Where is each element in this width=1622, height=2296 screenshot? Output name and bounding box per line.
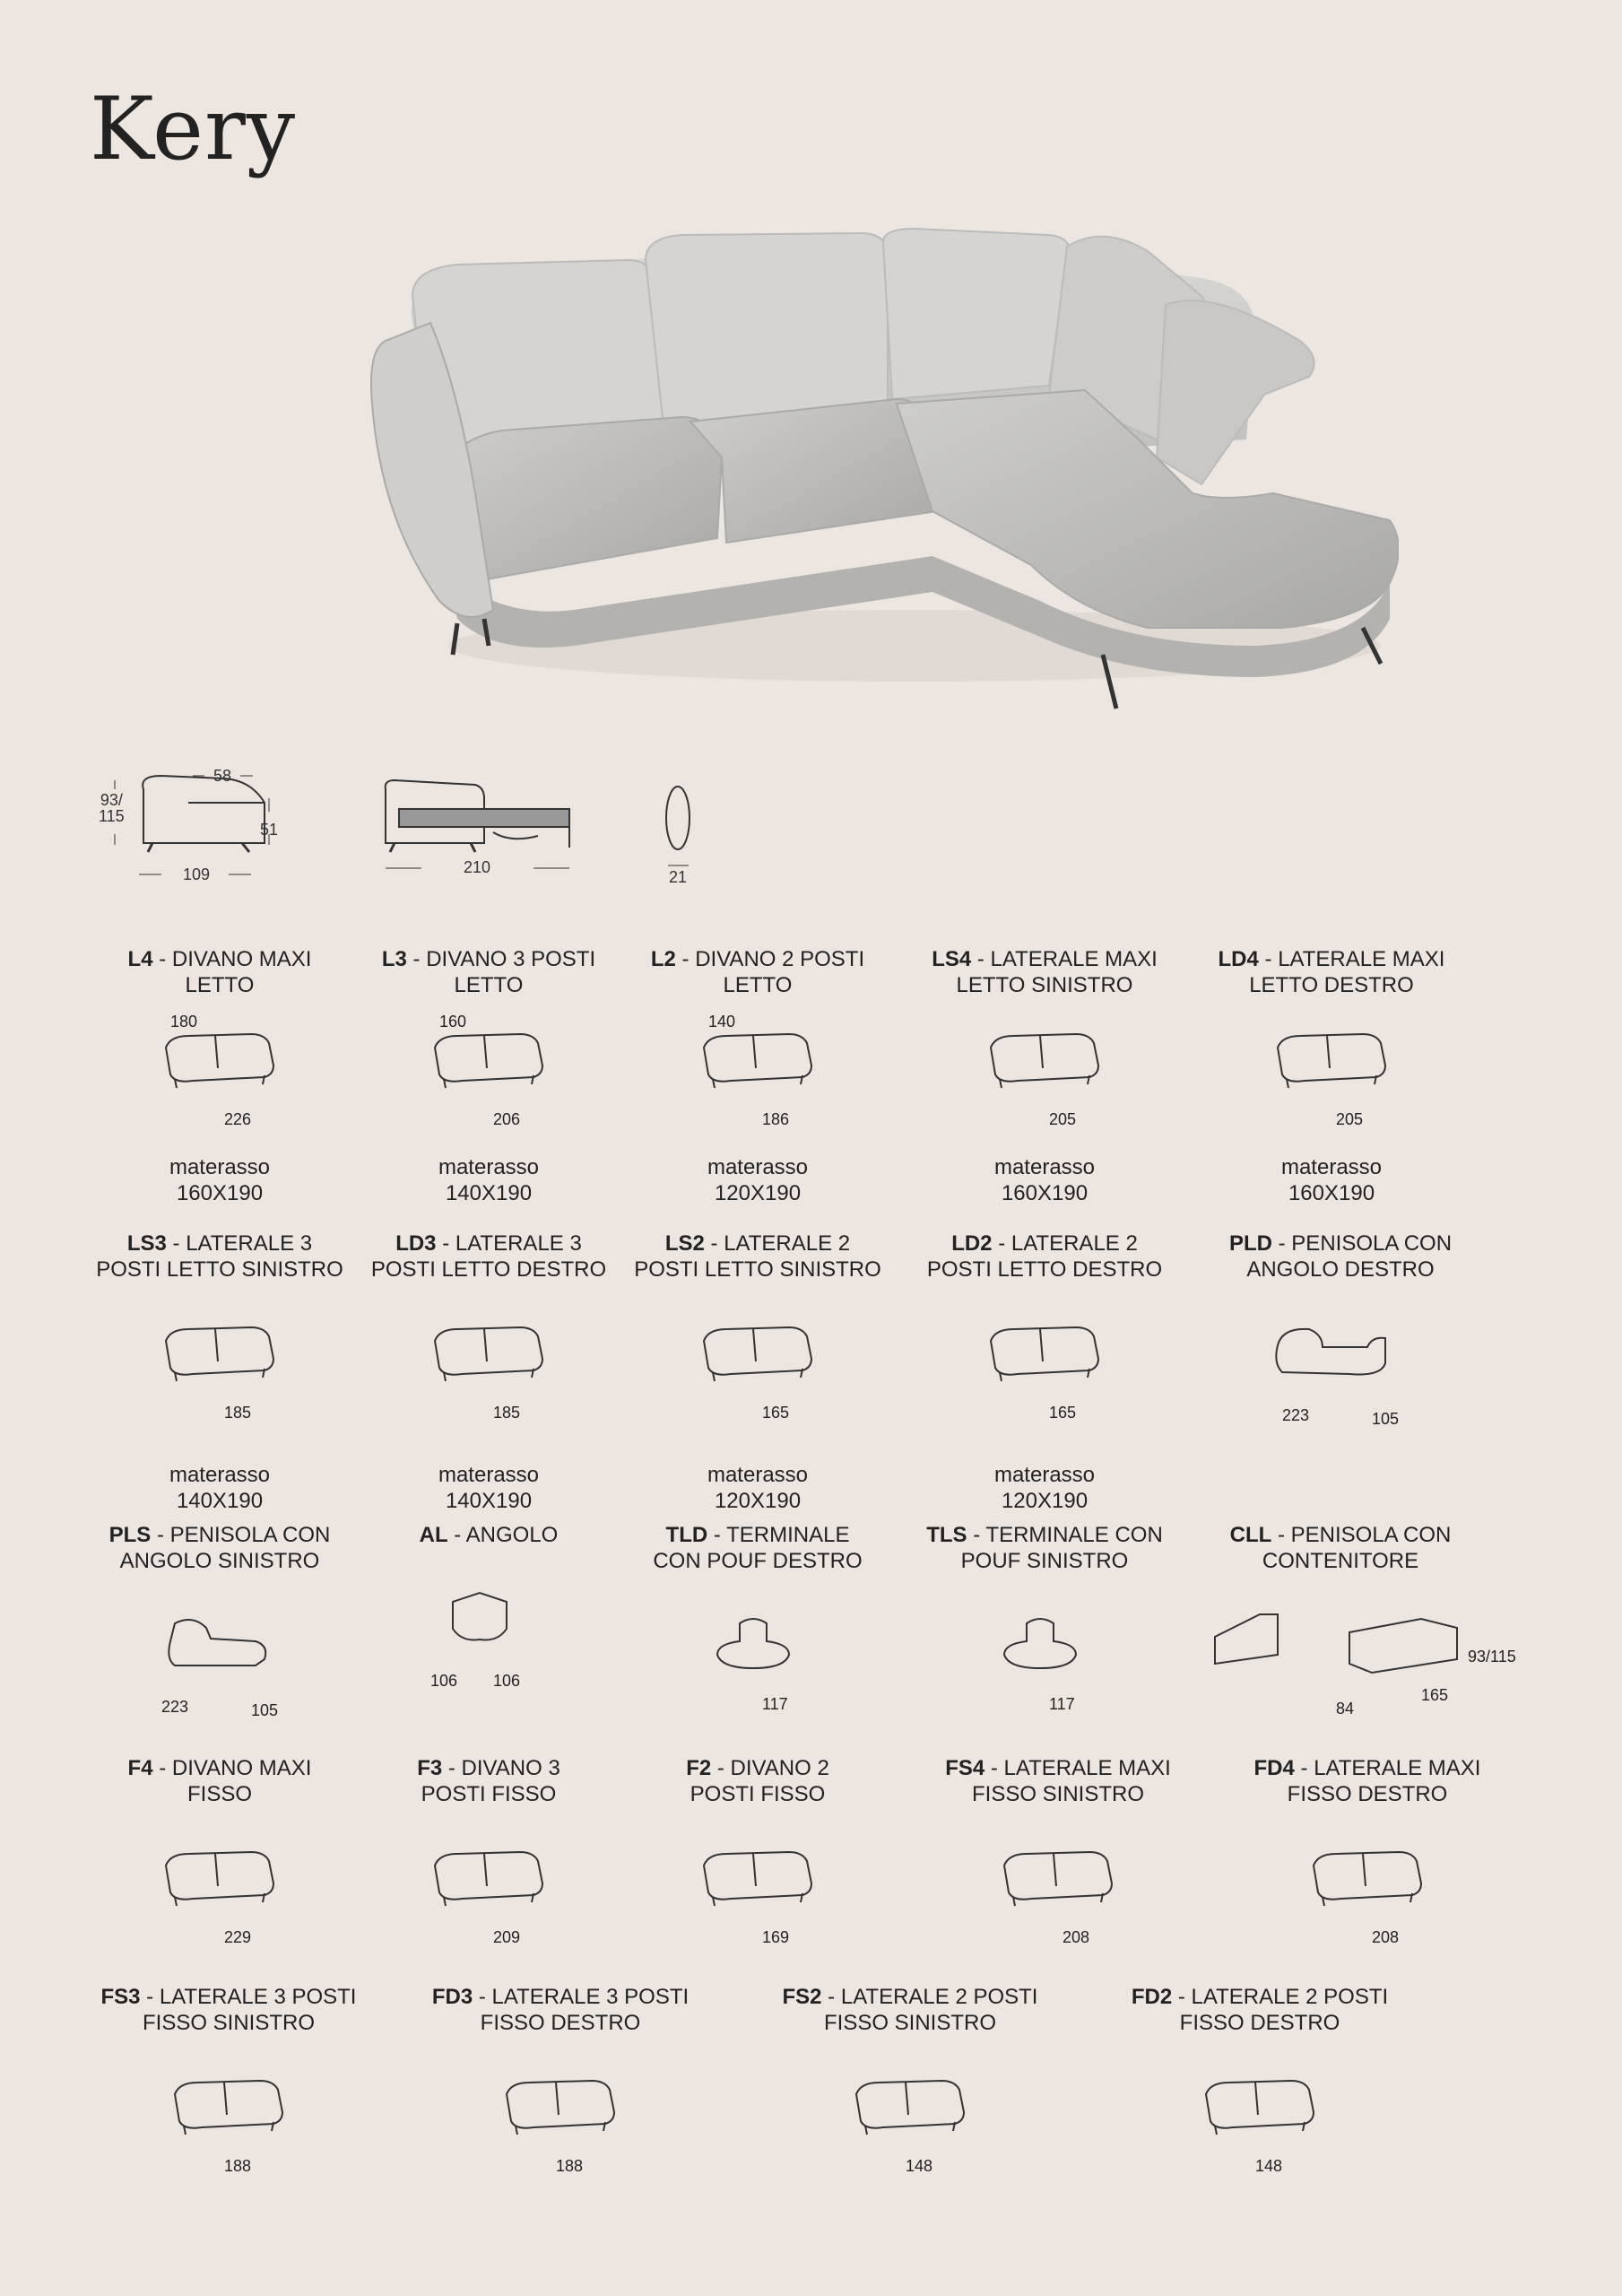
module-label [1116, 1984, 1403, 2036]
module-diagram [1197, 1016, 1466, 1142]
mattress-size: materasso 140X190 [169, 1463, 271, 1513]
module-label [910, 1522, 1179, 1574]
module-dimension-2: 188 [224, 2157, 252, 2175]
mattress-size: materasso 160X190 [993, 1155, 1096, 1205]
module-name-line2: FISSO SINISTRO [971, 1782, 1145, 1806]
module-diagram [85, 1834, 354, 1969]
module-name: - TERMINALE [707, 1523, 850, 1547]
module-code: FD4 [1253, 1756, 1295, 1780]
module-dimension-2: 148 [906, 2157, 933, 2175]
module-code: PLS [108, 1523, 152, 1547]
module-dimension-2: 208 [1063, 1928, 1090, 1946]
module-name-line2: CON POUF DESTRO [653, 1549, 863, 1573]
module-diagram [623, 1601, 892, 1735]
module-l2 [623, 946, 892, 1206]
module-diagram [354, 1575, 623, 1709]
module-name: - LATERALE MAXI [984, 1756, 1171, 1780]
module-diagram [623, 1013, 892, 1142]
module-code: TLD [665, 1523, 708, 1547]
module-fs4 [924, 1755, 1193, 1969]
module-name-line2: LETTO SINISTRO [956, 973, 1133, 997]
module-label [623, 1522, 892, 1574]
module-dimension-2: 209 [493, 1928, 521, 1946]
module-dimension-2: 148 [1255, 2157, 1283, 2175]
mattress-size: materasso 140X190 [438, 1463, 540, 1513]
module-dimension-1: 180 [170, 1013, 198, 1031]
module-code: PLD [1228, 1231, 1272, 1256]
module-name: - TERMINALE CON [967, 1523, 1163, 1547]
module-dimension-2: 106 [493, 1672, 521, 1690]
module-code: AL [419, 1523, 448, 1547]
module-diagram [767, 2063, 1054, 2197]
module-diagram [354, 1309, 623, 1444]
module-dimension-1: 160 [439, 1013, 467, 1031]
module-l4 [85, 946, 354, 1206]
module-name: - LATERALE MAXI [971, 947, 1158, 971]
module-code: L3 [381, 947, 407, 971]
module-name-line2: CONTENITORE [1262, 1549, 1419, 1573]
module-name-line2: POSTI LETTO DESTRO [926, 1257, 1163, 1282]
module-dimension-2: 165 [1049, 1404, 1077, 1422]
module-name-line2: POSTI LETTO SINISTRO [634, 1257, 881, 1282]
module-name: - LATERALE 2 [992, 1231, 1138, 1256]
module-code: FD3 [431, 1985, 473, 2009]
module-diagram [354, 1834, 623, 1969]
module-label [354, 1231, 623, 1283]
module-diagram [85, 1309, 354, 1444]
module-label [623, 1755, 892, 1807]
bed-length-dimension: 210 [464, 858, 491, 876]
mattress-size: materasso 140X190 [438, 1155, 540, 1205]
module-label [1206, 1522, 1475, 1574]
module-label [910, 946, 1179, 998]
module-dimension-2: 169 [762, 1928, 790, 1946]
module-fd3 [417, 1984, 704, 2197]
module-name: - DIVANO MAXI [152, 947, 312, 971]
module-name: - DIVANO 2 [711, 1756, 829, 1780]
module-label [354, 1522, 623, 1548]
module-name: - DIVANO MAXI [152, 1756, 312, 1780]
page-title: Kery [90, 79, 297, 179]
module-code: FD2 [1131, 1985, 1173, 2009]
module-dimension-2: 229 [224, 1928, 252, 1946]
module-dimension-2: 206 [493, 1110, 521, 1128]
module-dimension-2: 117 [762, 1695, 788, 1713]
sofa-hero-image [359, 224, 1399, 726]
module-label [767, 1984, 1054, 2036]
module-label [924, 1755, 1193, 1807]
module-dimension-2: 205 [1049, 1110, 1077, 1128]
module-name: - LATERALE 2 POSTI [1172, 1985, 1389, 2009]
module-dimension-2: 105 [251, 1701, 279, 1719]
module-label [623, 946, 892, 998]
technical-views [90, 762, 717, 897]
module-name: - PENISOLA CON [1271, 1523, 1452, 1547]
module-name: - DIVANO 3 POSTI [406, 947, 596, 971]
module-label [85, 1984, 372, 2036]
module-dimension-2: 105 [1372, 1410, 1400, 1428]
module-cll [1206, 1522, 1516, 1735]
module-label [1197, 946, 1466, 998]
module-diagram [1233, 1834, 1502, 1969]
module-name: - LATERALE 2 POSTI [821, 1985, 1038, 2009]
mattress-size: materasso 160X190 [169, 1155, 271, 1205]
module-dimension-1: 140 [708, 1013, 736, 1031]
module-name: - PENISOLA CON [1271, 1231, 1453, 1256]
module-diagram [910, 1601, 1179, 1735]
module-name-line2: FISSO DESTRO [480, 2011, 641, 2035]
module-dimension-2: 165 [762, 1404, 790, 1422]
module-dimension-1: 223 [161, 1698, 189, 1716]
mattress-size: materasso 120X190 [707, 1463, 809, 1513]
module-name: - DIVANO 2 POSTI [675, 947, 865, 971]
module-pls [85, 1522, 354, 1735]
module-name-line2: LETTO [723, 973, 793, 997]
module-name-line2: LETTO [454, 973, 524, 997]
module-dimension-1: 84 [1336, 1700, 1355, 1718]
height-dimension: 93/ 115 [99, 791, 125, 825]
module-code: L4 [127, 947, 153, 971]
module-name-line2: ANGOLO DESTRO [1246, 1257, 1435, 1282]
module-label [910, 1231, 1179, 1283]
module-code: FS2 [782, 1985, 822, 2009]
module-dimension-2: 165 [1421, 1686, 1449, 1704]
module-code: F3 [417, 1756, 443, 1780]
module-fd2 [1116, 1984, 1403, 2197]
module-name: - LATERALE 3 POSTI [140, 1985, 357, 2009]
module-dimension-2: 208 [1372, 1928, 1400, 1946]
module-code: FS4 [945, 1756, 985, 1780]
module-name: - LATERALE MAXI [1258, 947, 1445, 971]
module-code: LS2 [664, 1231, 705, 1256]
mattress-size: materasso 120X190 [707, 1155, 809, 1205]
module-diagram [910, 1309, 1179, 1444]
module-diagram [623, 1834, 892, 1969]
module-dimension-2: 117 [1049, 1695, 1075, 1713]
module-dimension-2: 185 [224, 1404, 252, 1422]
module-name-line2: LETTO [185, 973, 255, 997]
module-tld [623, 1522, 892, 1735]
module-fs3 [85, 1984, 372, 2197]
mattress-thickness-dimension: 21 [669, 868, 688, 886]
module-label [1206, 1231, 1475, 1283]
module-pld [1206, 1231, 1475, 1444]
module-fs2 [767, 1984, 1054, 2197]
module-label [417, 1984, 704, 2036]
module-ls4 [910, 946, 1179, 1206]
module-name-line2: POSTI LETTO SINISTRO [96, 1257, 343, 1282]
module-label [85, 946, 354, 998]
module-diagram [910, 1016, 1179, 1142]
module-name: - LATERALE MAXI [1294, 1756, 1481, 1780]
module-label [85, 1755, 354, 1807]
module-name-line2: FISSO DESTRO [1287, 1782, 1448, 1806]
module-code: CLL [1229, 1523, 1272, 1547]
module-dimension-2: 185 [493, 1404, 521, 1422]
module-diagram [354, 1013, 623, 1142]
module-dimension-3: 93/115 [1468, 1648, 1516, 1665]
module-ls3 [85, 1231, 354, 1514]
module-diagram [1116, 2063, 1403, 2197]
module-name-line2: POUF SINISTRO [960, 1549, 1129, 1573]
module-name-line2: ANGOLO SINISTRO [119, 1549, 320, 1573]
module-name-line2: POSTI LETTO DESTRO [370, 1257, 607, 1282]
module-name-line2: FISSO [186, 1782, 252, 1806]
module-diagram [85, 2063, 372, 2197]
module-dimension-2: 188 [556, 2157, 584, 2175]
module-code: F4 [127, 1756, 153, 1780]
module-label [354, 1755, 623, 1807]
module-label [85, 1231, 354, 1283]
module-fd4 [1233, 1755, 1502, 1969]
module-diagram [1206, 1309, 1475, 1444]
module-label [354, 946, 623, 998]
module-name: - LATERALE 3 [166, 1231, 313, 1256]
module-code: LD3 [395, 1231, 437, 1256]
module-code: LS4 [932, 947, 972, 971]
module-name: - PENISOLA CON [151, 1523, 331, 1547]
module-label [1233, 1755, 1502, 1807]
module-diagram [924, 1834, 1193, 1969]
mattress-size: materasso 120X190 [993, 1463, 1096, 1513]
module-ls2 [623, 1231, 892, 1514]
module-al [354, 1522, 623, 1709]
module-code: LD4 [1218, 947, 1259, 971]
module-code: LS3 [126, 1231, 167, 1256]
module-diagram [1206, 1601, 1516, 1735]
module-code: LD2 [951, 1231, 993, 1256]
module-diagram [623, 1309, 892, 1444]
module-name-line2: FISSO SINISTRO [823, 2011, 997, 2035]
module-name: - ANGOLO [447, 1523, 559, 1547]
module-name-line2: LETTO DESTRO [1249, 973, 1414, 997]
module-dimension-1: 106 [430, 1672, 458, 1690]
module-name: - LATERALE 3 POSTI [473, 1985, 690, 2009]
module-code: F2 [686, 1756, 712, 1780]
module-name: - LATERALE 3 [436, 1231, 582, 1256]
module-code: L2 [650, 947, 676, 971]
mattress-size: materasso 160X190 [1280, 1155, 1383, 1205]
back-depth-dimension: 58 [213, 767, 232, 785]
module-diagram [85, 1601, 354, 1735]
module-name-line2: FISSO DESTRO [1179, 2011, 1340, 2035]
module-name-line2: FISSO SINISTRO [142, 2011, 316, 2035]
module-name-line2: POSTI FISSO [690, 1782, 826, 1806]
module-code: TLS [926, 1523, 967, 1547]
module-diagram [85, 1013, 354, 1142]
module-ld2 [910, 1231, 1179, 1514]
module-label [623, 1231, 892, 1283]
module-name: - DIVANO 3 [442, 1756, 560, 1780]
module-f4 [85, 1755, 354, 1969]
module-ld3 [354, 1231, 623, 1514]
module-code: FS3 [100, 1985, 141, 2009]
module-f3 [354, 1755, 623, 1969]
seat-height-dimension: 51 [260, 821, 279, 839]
module-name-line2: POSTI FISSO [421, 1782, 557, 1806]
depth-dimension: 109 [183, 865, 211, 883]
module-l3 [354, 946, 623, 1206]
module-dimension-2: 186 [762, 1110, 790, 1128]
module-name: - LATERALE 2 [704, 1231, 851, 1256]
module-dimension-1: 223 [1282, 1406, 1310, 1424]
module-f2 [623, 1755, 892, 1969]
module-ld4 [1197, 946, 1466, 1206]
module-dimension-2: 205 [1336, 1110, 1364, 1128]
module-tls [910, 1522, 1179, 1735]
module-label [85, 1522, 354, 1574]
module-dimension-2: 226 [224, 1110, 252, 1128]
module-diagram [417, 2063, 704, 2197]
